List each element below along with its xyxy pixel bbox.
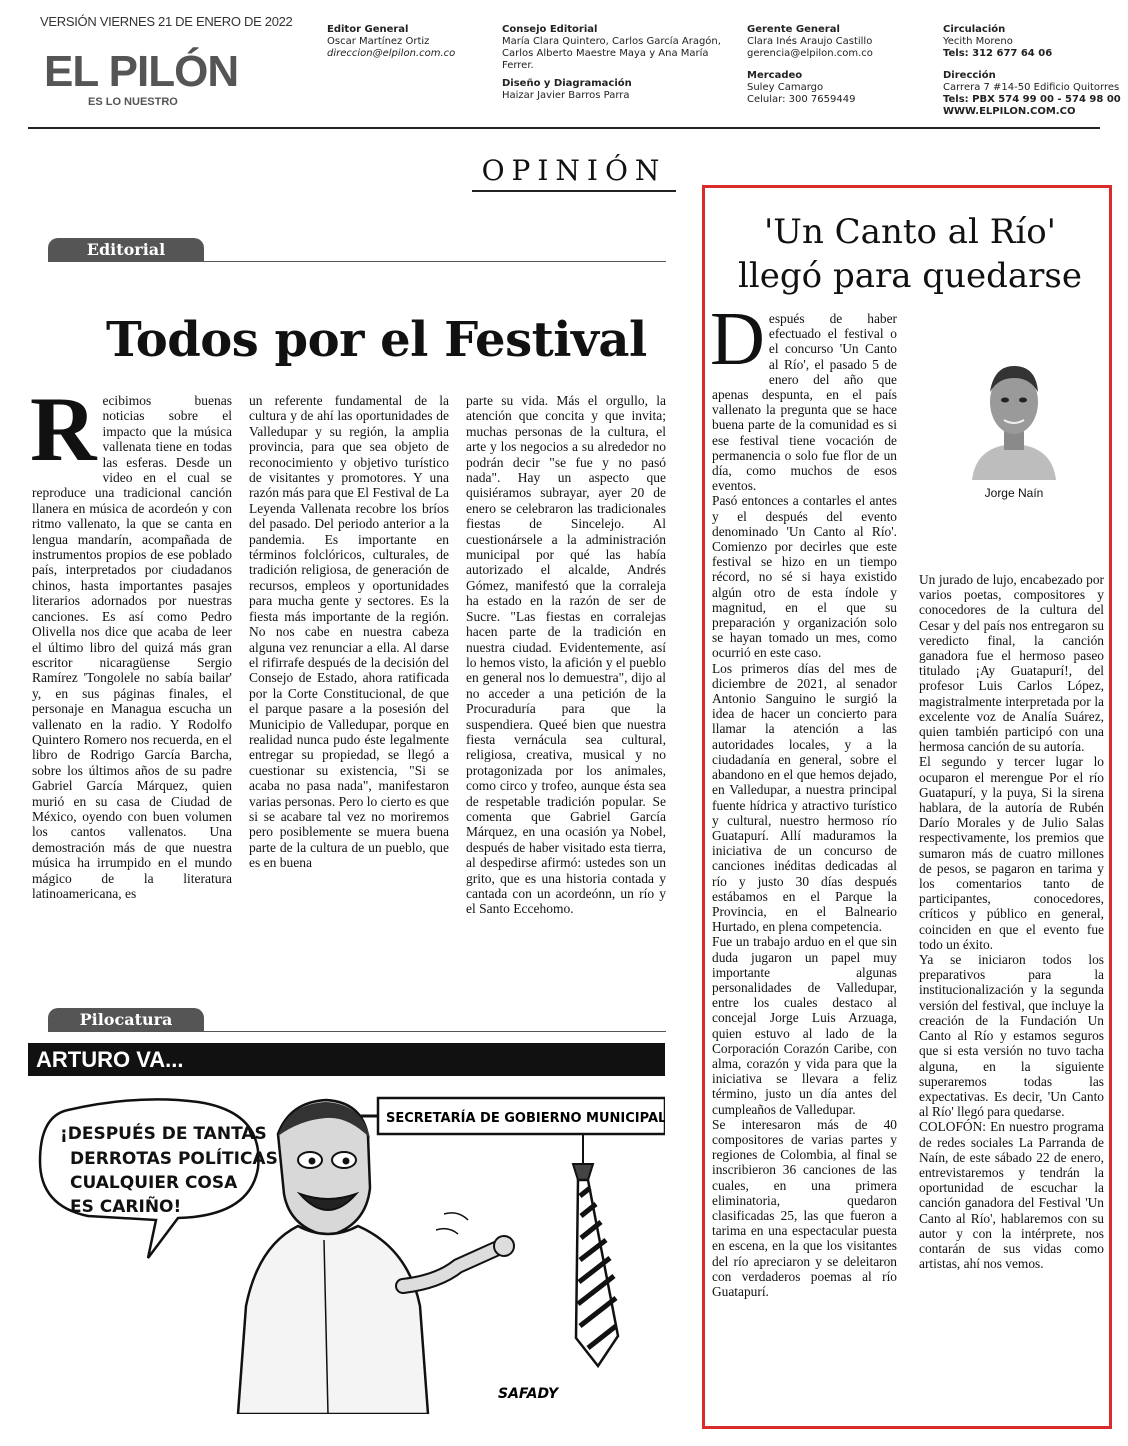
author-portrait (966, 348, 1062, 480)
bubble-line: DERROTAS POLÍTICAS (70, 1149, 278, 1169)
staff-line: Carrera 7 #14-50 Edificio Quitorres (943, 82, 1120, 93)
cartoonist-signature: SAFADY (498, 1386, 559, 1402)
cartoon-tag: Pilocatura (48, 1008, 204, 1032)
staff-council (502, 24, 721, 102)
staff-line: Tels: PBX 574 99 00 - 574 98 00 (943, 94, 1121, 105)
staff-editor (327, 24, 455, 60)
staff-line: Yecith Moreno (943, 36, 1013, 47)
column-right-text: Un jurado de lujo, encabezado por varios poetas, compositores y conocedores de la cultura del Cesar y del país nos entregaron su veredicto final, la canción ganadora fue el hermoso paseo titulado ¡Ay Guatapurí!, del profesor Luis Carlos López, magistralmente interpretada por la excelente voz de Analía Suárez, quien también participó con una hermosa canción de su autoría. El segundo y tercer lugar lo ocuparon el merengue Por el río Guatapurí, y la puya, Si la sirena hablara, de la autoría de Rubén Darío Morales y de Julio Salas respectivamente, los premios que sumaron más de cuatro millones de pesos, se pagaron en tarima y los comentarios tanto de participantes, conocedores, críticos y público en general, coinciden en que el evento fue todo un éxito. Ya se iniciaron todos los preparativos para la institucionalización y la segunda versión del festival, que incluye la creación de la Fundación Un Canto al Río y estamos seguros que si esta versión no tuvo tacha alguna, en la siguiente superaremos todas las expectativas. Es decir, 'Un Canto al Río' llegó para quedarse. COLOFÓN: En nuestro programa de redes sociales La Parranda de Naín, de este sábado 22 de enero, entrevistaremos y tendrán la oportunidad de escuchar la canción ganadora del Festival 'Un Canto al Río', hablaremos con su autor y con la intérprete, nos contarán de sus vidas como artistas, ahí nos vemos. (919, 572, 1104, 1272)
staff-manager (747, 24, 873, 106)
newspaper-slogan: ES LO NUESTRO (88, 96, 178, 108)
staff-role: Diseño y Diagramación (502, 78, 632, 89)
staff-role: Gerente General (747, 24, 840, 35)
newspaper-logo[interactable]: EL PILÓN (44, 47, 239, 96)
editorial-tag: Editorial (48, 238, 204, 262)
masthead (0, 0, 1128, 130)
political-cartoon (28, 1076, 665, 1414)
staff-role: Editor General (327, 24, 409, 35)
drop-cap: R (30, 378, 97, 480)
cartoon-rule (48, 1031, 666, 1032)
author-photo (966, 348, 1062, 480)
staff-role: Circulación (943, 24, 1006, 35)
column-title: 'Un Canto al Río' llegó para quedarse (738, 212, 1082, 296)
editorial-column-3: parte su vida. Más el orgullo, la atención que concita y que invita; muchas personas de la cultura, el arte y los negocios a su alrededor no podrán decir "se fue y no pasó nada". Hay un aspecto que quisiéramos subrayar, ayer 20 de enero se celebraron las tradicionales fiestas de Sincelejo. Al cuestionársele a la administración municipal por qué las había autorizado el alcalde, Andrés Gómez, manifestó que la corraleja ha estado en la razón de ser de Sucre. "Las fiestas en corralejas hacen parte de la tradición en nuestra ciudad. Evidentemente, así lo hemos visto, la afición y el pueblo en general nos lo demuestra", dijo al no acceder a una petición de la Procuraduría para que la suspendiera. Queé bien que nuestra fiesta vernácula sea cultural, religiosa, creativa, musical y no protagonizada por los animales, como circo y trofeo, aunque ésta sea de respetable tradición popular. Se comenta que Gabriel García Márquez, en una ocasión ya Nobel, después de haber visitado esta tierra, al despedirse afirmó: ustedes son un grito, que es una historia contada y cantada con un acordeónn, un río y el Santo Eccehomo. (466, 393, 666, 917)
staff-line: Tels: 312 677 64 06 (943, 48, 1053, 59)
staff-role: Dirección (943, 70, 996, 81)
editorial-text: ecibimos buenas noticias sobre el impacto que la música vallenata tiene en todas las esferas. Desde un video en el cual se reproduce una tradicional canción llanera en música de acordeón y con ritmo vallenato, la que se canta en lengua mandarín, acompañada de instrumentos propios de ese poblado país, interpretados por ciudadanos chinos, hasta importantes pasajes literarios adornados por nuestras canciones. Es así como Pedro Olivella nos dice que acaba de leer el último libro del quizá más gran escritor nicaragüense Sergio Ramírez 'Tongolele no sabía bailar' y, en sus páginas finales, el personaje en Managua escucha un vallenato en la radio. Y Rodolfo Quintero Romero nos recuerda, en el libro de Rodrigo García Barcha, sobre los últimos años de su padre Gabriel García Márquez, quien murió en su casa de Ciudad de México, oyendo con buen volumen los cantos vallenatos. Una demostración más de que nuestra música ha irrumpido en el mundo mágico de la literatura latinoamericana, es (32, 393, 232, 901)
staff-line: Carlos Alberto Maestre Maya y Ana María (502, 48, 709, 59)
staff-circulation (943, 24, 1121, 118)
staff-role: Mercadeo (747, 70, 803, 81)
author-byline: Jorge Naín (984, 486, 1044, 500)
drop-cap: D (710, 297, 765, 381)
cartoon-character (238, 1100, 514, 1414)
staff-email[interactable]: direccion@elpilon.com.co (327, 48, 456, 59)
edition-date: VERSIÓN VIERNES 21 DE ENERO DE 2022 (40, 14, 293, 29)
editorial-rule (48, 261, 666, 262)
staff-line: gerencia@elpilon.com.co (747, 48, 873, 59)
staff-line: Celular: 300 7659449 (747, 94, 856, 105)
section-title: OPINIÓN (472, 150, 676, 192)
editorial-headline: Todos por el Festival (106, 312, 647, 368)
sign-text: SECRETARÍA DE GOBIERNO MUNICIPAL (386, 1111, 665, 1126)
staff-role: Consejo Editorial (502, 24, 598, 35)
column-left-body: espués de haber efectuado el festival o el concurso 'Un Canto al Río', el pasado 5 de enero del año que apenas despunta, en el país vallenato la pregunta que se hace buena parte de la comunidad es si ese festival tiene vocación de permanencia o solo fue flor de un día, como muchos de esos eventos. Pasó entonces a contarles el antes y el después del evento denominado 'Un Canto al Río'. Comienzo por decirles que este festival se hizo en un tiempo récord, no sé si haya existido algún otro de esta índole y magnitud, en el que su preparación y organización solo se hayan tomado un mes, como ocurrió en este caso. Los primeros días del mes de diciembre de 2021, al senador Antonio Sanguino le surgió la idea de hacer un concierto para llamar la atención a las autoridades locales, y a la ciudadanía en general, sobre el abandono en el que hemos dejado, en Valledupar, a nuestra principal fuente hídrica y atractivo turístico y cultural, nuestro hermoso río Guatapurí. Allí maduramos la iniciativa de un concurso de canciones inéditas dedicadas al río y justo 30 días después estábamos en el Parque la Provincia, en el Balneario Hurtado, en plena competencia. Fue un trabajo arduo en el que sin duda jugaron un papel muy importante algunas personalidades de Valledupar, entre los cuales destaco al concejal Jorge Luis Arzuaga, quien estuvo al lado de la Corporación Corazón Caribe, con alma, corazón y vida para que la iniciativa se llevara a feliz término, justo un día antes del cumpleaños de Valledupar. Se interesaron más de 40 compositores de varias partes y regiones de Colombia, al final se inscribieron 36 canciones de las cuales, en una primera eliminatoria, quedaron clasificadas 25, las que fueron a tarima en una espectacular puesta en escena, en la que los visitantes del río apreciaron y se deleitaron con verdaderos poemas al río Guatapurí. (712, 311, 897, 1299)
staff-line: Haizar Javier Barros Parra (502, 90, 630, 101)
bubble-line: ES CARIÑO! (70, 1197, 182, 1217)
staff-line: Suley Camargo (747, 82, 824, 93)
cartoon-illustration (28, 1076, 665, 1414)
bubble-line: CUALQUIER COSA (70, 1173, 238, 1193)
staff-line: Ferrer. (502, 60, 534, 71)
editorial-column-2: un referente fundamental de la cultura y de ahí las oportunidades de Valledupar y su región, la amplia provincia, para que sea objeto de reconocimiento y objetivo turístico de visitantes y promotores. Y una razón más para que El Festival de La Leyenda Vallenata recobre los bríos del pasado. Del periodo anterior a la pandemia. Es importante en términos folclóricos, culturales, de tradición religiosa, de generación de recursos, empleos y oportunidades para mucha gente y sectores. Es la fiesta más importante de la región. No nos cabe en nuestra cabeza alguna vez renunciar a ella. Al darse el rifirrafe después de la decisión del Consejo de Estado, ahora ratificada por la Corte Constitucional, de que el parque pasare a la posesión del Municipio de Valledupar, porque en realidad nunca pudo éste legalmente entregar su propiedad, se llegó a cuestionar su existencia, "Si se acaba no pasa nada", manifestaron varias personas. Pero lo cierto es que si se acabare tal vez no moriremos pero posiblemente se muera buena parte de la cultura de un pueblo, que es en buena (249, 393, 449, 871)
column-left-text (710, 297, 897, 1299)
bubble-line: ¡DESPUÉS DE TANTAS (60, 1124, 267, 1144)
masthead-divider (28, 127, 1100, 129)
editorial-column-1 (30, 378, 232, 901)
website-link[interactable]: WWW.ELPILON.COM.CO (943, 106, 1076, 117)
staff-line: María Clara Quintero, Carlos García Aragón, (502, 36, 721, 47)
staff-line: Clara Inés Araujo Castillo (747, 36, 873, 47)
staff-line: Oscar Martínez Ortiz (327, 36, 430, 47)
cartoon-title: ARTURO VA... (28, 1043, 665, 1076)
